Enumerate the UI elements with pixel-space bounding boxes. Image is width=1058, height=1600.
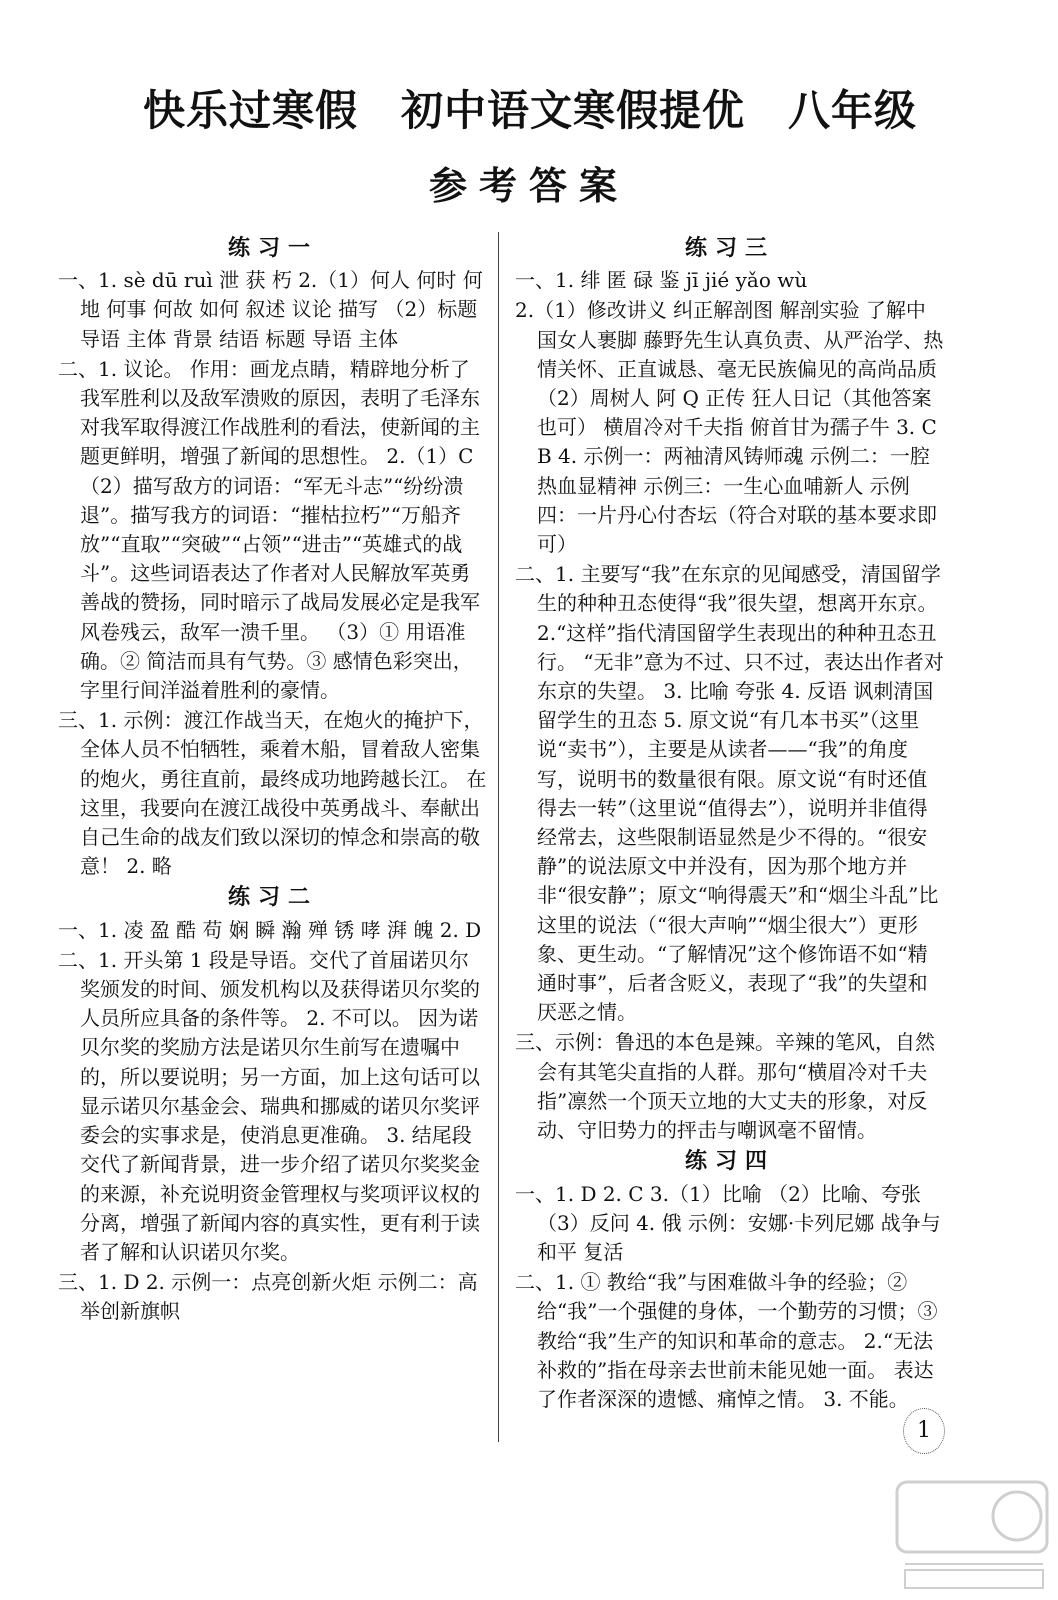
answer-paragraph: 一、1. 绯 匿 碌 鉴 jī jié yǎo wù	[515, 268, 808, 293]
watermark-logo	[895, 1478, 1050, 1594]
answer-paragraph: 二、1. 开头第 1 段是导语。交代了首届诺贝尔奖颁发的时间、颁发机构以及获得诺贝尔奖的人员所应具备的条件等。 2. 不可以。 因为诺贝尔奖的奖励方法是诺贝尔生前写在遗嘱中的，所以要说明；另一方面，加上这句话可以显示诺贝尔基金会、瑞典和挪威的诺贝尔奖评委会的实事求是，使消息更准确。 3. 结尾段交代了新闻背景，进一步介绍了诺贝尔奖奖金的来源，补充说明资金管理权与奖项评议权的分离，增强了新闻内容的真实性，更有利于读者了解和认识诺贝尔奖。	[58, 947, 480, 1264]
answer-paragraph: 2.（1）修改讲义 纠正解剖图 解剖实验 了解中国女人裹脚 藤野先生认真负责、从严治学、热情关怀、正直诚恳、毫无民族偏见的高尚品质 （2）周树人 阿 Q 正传 狂人日记（其他答案也可） 横眉冷对千夫指 俯首甘为孺子牛 3. C B 4. 示例一：两袖清风铸师魂 示例二：一腔热血显精神 示例三：一生心血哺新人 示例四：一片丹心付杏坛（符合对联的基本要求即可）	[515, 298, 944, 557]
answer-paragraph: 三、示例：鲁迅的本色是辣。辛辣的笔风，自然会有其笔尖直指的人群。那句“横眉冷对千夫指”凛然一个顶天立地的大丈夫的形象，对反动、守旧势力的抨击与嘲讽毫不留情。	[515, 1030, 935, 1143]
answer-paragraph: 一、1. sè dū ruì 泄 获 朽 2.（1）何人 何时 何地 何事 何故 如何 叙述 议论 描写 （2）标题 导语 主体 背景 结语 标题 导语 主体	[58, 268, 483, 351]
section-heading: 练习四	[684, 1149, 775, 1175]
section-heading: 练习二	[227, 885, 318, 911]
answer-paragraph: 一、1. D 2. C 3.（1）比喻 （2）比喻、夸张 （3）反问 4. 俄 示例：安娜·卡列尼娜 战争与和平 复活	[515, 1181, 941, 1264]
page-number: 1	[903, 1408, 945, 1454]
answer-paragraph: 三、1. D 2. 示例一：点亮创新火炬 示例二：高举创新旗帜	[58, 1270, 478, 1324]
answer-paragraph: 一、1. 凌 盈 酷 苟 娴 瞬 瀚 殚 锈 哮 湃 魄 2. D	[58, 917, 482, 942]
section-heading: 练习三	[684, 236, 775, 261]
page-subtitle: 参考答案	[428, 164, 629, 208]
answer-paragraph: 二、1. ① 教给“我”与困难做斗争的经验；② 给“我”一个强健的身体，一个勤劳的习惯；③ 教给“我”生产的知识和革命的意志。 2.“无法补救的”指在母亲去世前未能见她一面。 表达了作者深深的遗憾、痛悼之情。 3. 不能。	[515, 1270, 938, 1411]
column-divider	[498, 232, 499, 1442]
right-column	[515, 232, 945, 1415]
page-title: 快乐过寒假 初中语文寒假提优 八年级	[142, 86, 917, 135]
answer-paragraph: 二、1. 主要写“我”在东京的见闻感受，清国留学生的种种丑态使得“我”很失望，想离开东京。 2.“这样”指代清国留学生表现出的种种丑态丑行。 “无非”意为不过、只不过，表达出作者对东京的失望。 3. 比喻 夸张 4. 反语 讽刺清国留学生的丑态 5. 原文说“有几本书买”（这里说“卖书”），主要是从读者——“我”的角度写，说明书的数量很有限。原文说“有时还值得去一转”（这里说“值得去”），说明并非值得经常去，这些限制语显然是少不得的。“很安静”的说法原文中并没有，因为那个地方并非“很安静”；原文“响得震天”和“烟尘斗乱”比这里的说法（“很大声响”“烟尘很大”）更形象、更生动。“了解情况”这个修饰语不如“精通时事”，后者含贬义，表现了“我”的失望和厌恶之情。	[515, 562, 944, 1025]
left-column	[58, 232, 488, 1328]
section-heading: 练习一	[227, 236, 318, 261]
answer-paragraph: 二、1. 议论。 作用：画龙点睛，精辟地分析了我军胜利以及敌军溃败的原因，表明了毛泽东对我军取得渡江作战胜利的看法，使新闻的主题更鲜明，增强了新闻的思想性。 2.（1）C （2）描写敌方的词语：“军无斗志”“纷纷溃退”。描写我方的词语：“摧枯拉朽”“万船齐放”“直取”“突破”“占领”“进击”“英雄式的战斗”。这些词语表达了作者对人民解放军英勇善战的赞扬，同时暗示了战局发展必定是我军风卷残云，敌军一溃千里。 （3）① 用语准确。② 简洁而具有气势。③ 感情色彩突出，字里行间洋溢着胜利的豪情。	[58, 356, 480, 703]
answer-paragraph: 三、1. 示例：渡江作战当天，在炮火的掩护下，全体人员不怕牺牲，乘着木船，冒着敌人密集的炮火，勇往直前，最终成功地跨越长江。 在这里，我要向在渡江战役中英勇战斗、奉献出自己生命的战友们致以深切的悼念和崇高的敬意！ 2. 略	[58, 708, 487, 879]
